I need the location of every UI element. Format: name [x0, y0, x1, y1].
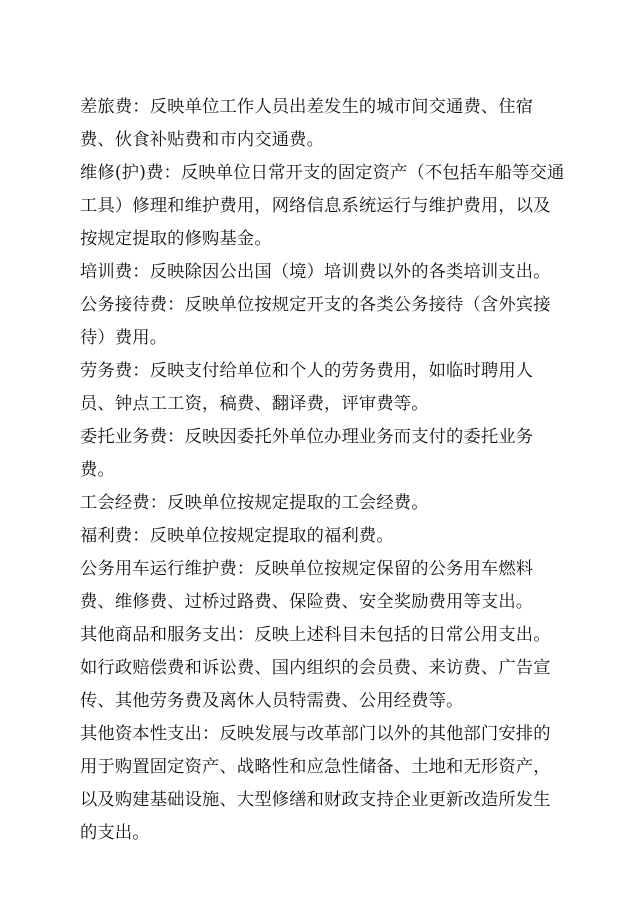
entry-official-reception-expenses: 公务接待费：反映单位按规定开支的各类公务接待（含外宾接待）费用。: [80, 295, 551, 348]
entry-welfare-expenses: 福利费：反映单位按规定提取的福利费。: [80, 526, 394, 546]
entry-other-goods-services: 其他商品和服务支出：反映上述科目未包括的日常公用支出。如行政赔偿费和诉讼费、国内组织的会员费、来访费、广告宣传、其他劳务费及离休人员特需费、公用经费等。: [80, 625, 551, 711]
entry-training-expenses: 培训费：反映除因公出国（境）培训费以外的各类培训支出。: [80, 262, 551, 282]
entry-labor-expenses: 劳务费：反映支付给单位和个人的劳务费用，如临时聘用人员、钟点工工资，稿费、翻译费，评审费等。: [80, 361, 534, 414]
entry-entrusted-business-expenses: 委托业务费：反映因委托外单位办理业务而支付的委托业务费。: [80, 427, 534, 480]
entry-official-vehicle-expenses: 公务用车运行维护费：反映单位按规定保留的公务用车燃料费、维修费、过桥过路费、保险费、安全奖励费用等支出。: [80, 559, 534, 612]
document-body: [80, 91, 568, 850]
entry-union-funds: 工会经费：反映单位按规定提取的工会经费。: [80, 493, 429, 513]
entry-travel-expenses: 差旅费：反映单位工作人员出差发生的城市间交通费、住宿费、伙食补贴费和市内交通费。: [80, 97, 534, 150]
entry-other-capital-expenditure: 其他资本性支出：反映发展与改革部门以外的其他部门安排的用于购置固定资产、战略性和应急性储备、土地和无形资产，以及购建基础设施、大型修缮和财政支持企业更新改造所发生的支出。: [80, 724, 551, 843]
entry-maintenance-expenses: 维修(护)费：反映单位日常开支的固定资产（不包括车船等交通工具）修理和维护费用，网络信息系统运行与维护费用，以及按规定提取的修购基金。: [80, 163, 565, 249]
